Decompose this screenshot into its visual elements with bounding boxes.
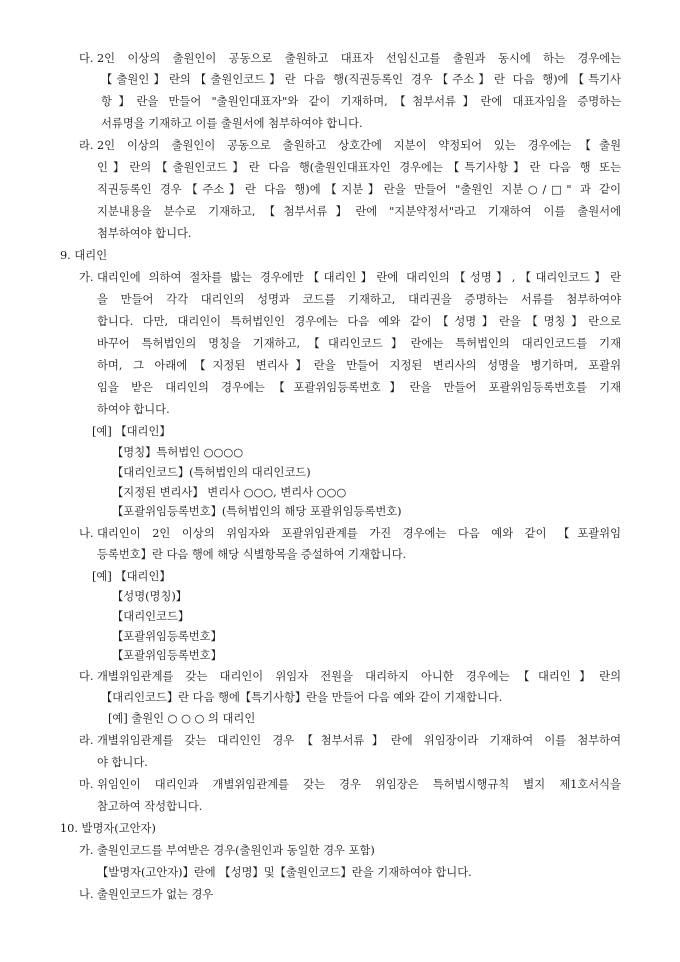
example-heading: [예] 【대리인】: [92, 425, 171, 438]
paragraph-line: 항】란을 만들어 "출원인대표자"와 같이 기재하며,【첨부서류】란에 대표자임을 증명하는: [101, 95, 621, 108]
item-label: 다.: [79, 52, 94, 65]
example-line: 【지정된 변리사】 변리사 ○○○, 변리사 ○○○: [112, 486, 347, 499]
section-title: 9. 대리인: [60, 249, 108, 262]
paragraph-line: 출원인코드를 부여받은 경우(출원인과 동일한 경우 포함): [97, 844, 375, 857]
paragraph-line: 2인 이상의 출원인이 공동으로 출원하고 대표자 선임신고를 출원과 동시에 하는 경우에는: [97, 52, 621, 65]
item-label: 가.: [79, 271, 94, 284]
paragraph-line: 인】란의【출원인코드】란 다음 행(출원인대표자인 경우에는【특기사항】란 다음 행 또는: [97, 161, 621, 174]
paragraph-line: 등록번호】란 다음 행에 해당 식별항목을 증설하여 기재합니다.: [97, 548, 407, 561]
example-heading: [예] 【대리인】: [92, 570, 171, 583]
paragraph-line: 【발명자(고안자)】란에 【성명】및【출원인코드】란을 기재하여야 합니다.: [97, 866, 472, 879]
paragraph-line: 참고하여 작성합니다.: [97, 800, 203, 813]
example-line: 【명칭】특허법인 ○○○○: [112, 446, 244, 459]
paragraph-line: 2인 이상의 출원인이 공동으로 출원하고 상호간에 지분이 약정되어 있는 경우에는【출원: [97, 139, 621, 152]
paragraph-line: 첨부하여야 합니다.: [97, 227, 192, 240]
paragraph-line: 하며, 그 아래에【지정된 변리사】란을 만들어 지정된 변리사의 성명을 병기하며, 포괄위: [97, 359, 621, 372]
example-line: 【대리인코드】(특허법인의 대리인코드): [112, 466, 311, 479]
paragraph-line: 대리인에 의하여 절차를 밟는 경우에만【대리인】란에 대리인의【성명】,【대리인코드】란: [97, 271, 621, 284]
paragraph-line: 임을 받은 대리인의 경우에는【포괄위임등록번호】란을 만들어 포괄위임등록번호를 기재: [97, 381, 621, 394]
item-label: 라.: [79, 139, 94, 152]
paragraph-line: 【출원인】란의【출원인코드】란 다음 행(직권등록인 경우【주소】란 다음 행)에【특기사: [101, 73, 621, 86]
paragraph-line: 서류명을 기재하고 이를 출원서에 첨부하여야 합니다.: [101, 117, 363, 130]
section-title: 10. 발명자(고안자): [60, 822, 156, 835]
paragraph-line: 을 만들어 각각 대리인의 성명과 코드를 기재하고, 대리권을 증명하는 서류를 첨부하여야: [97, 293, 621, 306]
item-label: 가.: [79, 844, 94, 857]
paragraph-line: 대리인이 2인 이상의 위임자와 포괄위임관계를 가진 경우에는 다음 예와 같이 【포괄위임: [97, 527, 621, 540]
example-line: 【포괄위임등록번호】(특허법인의 해당 포괄위임등록번호): [112, 505, 402, 518]
item-label: 나.: [79, 888, 94, 901]
example-line: 【대리인코드】: [112, 610, 190, 623]
paragraph-line: 직권등록인 경우【주소】란 다음 행)에【지분】란을 만들어 "출원인 지분○/□" 과 같이: [97, 183, 621, 196]
item-label: 라.: [79, 734, 94, 747]
item-label: 마.: [79, 778, 94, 791]
example-line: [예] 출원인 ○ ○ ○ 의 대리인: [108, 712, 256, 725]
item-label: 나.: [79, 527, 94, 540]
paragraph-line: 개별위임관계를 갖는 대리인이 위임자 전원을 대리하지 아니한 경우에는【대리인】란의: [97, 670, 621, 683]
paragraph-line: 야 합니다.: [97, 756, 148, 769]
paragraph-line: 개별위임관계를 갖는 대리인인 경우【첨부서류】란에 위임장이라 기재하여 이를 첨부하여: [97, 734, 621, 747]
example-line: 【포괄위임등록번호】: [112, 649, 222, 662]
example-line: 【성명(명칭)】: [112, 590, 188, 603]
paragraph-line: 합니다. 다만, 대리인이 특허법인인 경우에는 다음 예와 같이【성명】란을【명칭】란으로: [97, 315, 621, 328]
example-line: 【포괄위임등록번호】: [112, 630, 222, 643]
paragraph-line: 출원인코드가 없는 경우: [97, 888, 214, 901]
paragraph-line: 하여야 합니다.: [97, 403, 170, 416]
paragraph-line: 【대리인코드】란 다음 행에【특기사항】란을 만들어 다음 예와 같이 기재합니다.: [101, 691, 503, 704]
paragraph-line: 위임인이 대리인과 개별위임관계를 갖는 경우 위임장은 특허법시행규칙 별지 제1호서식을: [97, 778, 621, 791]
item-label: 다.: [79, 670, 94, 683]
paragraph-line: 바꾸어 특허법인의 명칭을 기재하고,【대리인코드】란에는 특허법인의 대리인코드를 기재: [97, 337, 621, 350]
paragraph-line: 지분내용을 분수로 기재하고,【첨부서류】란에 "지분약정서"라고 기재하여 이를 출원서에: [97, 205, 621, 218]
